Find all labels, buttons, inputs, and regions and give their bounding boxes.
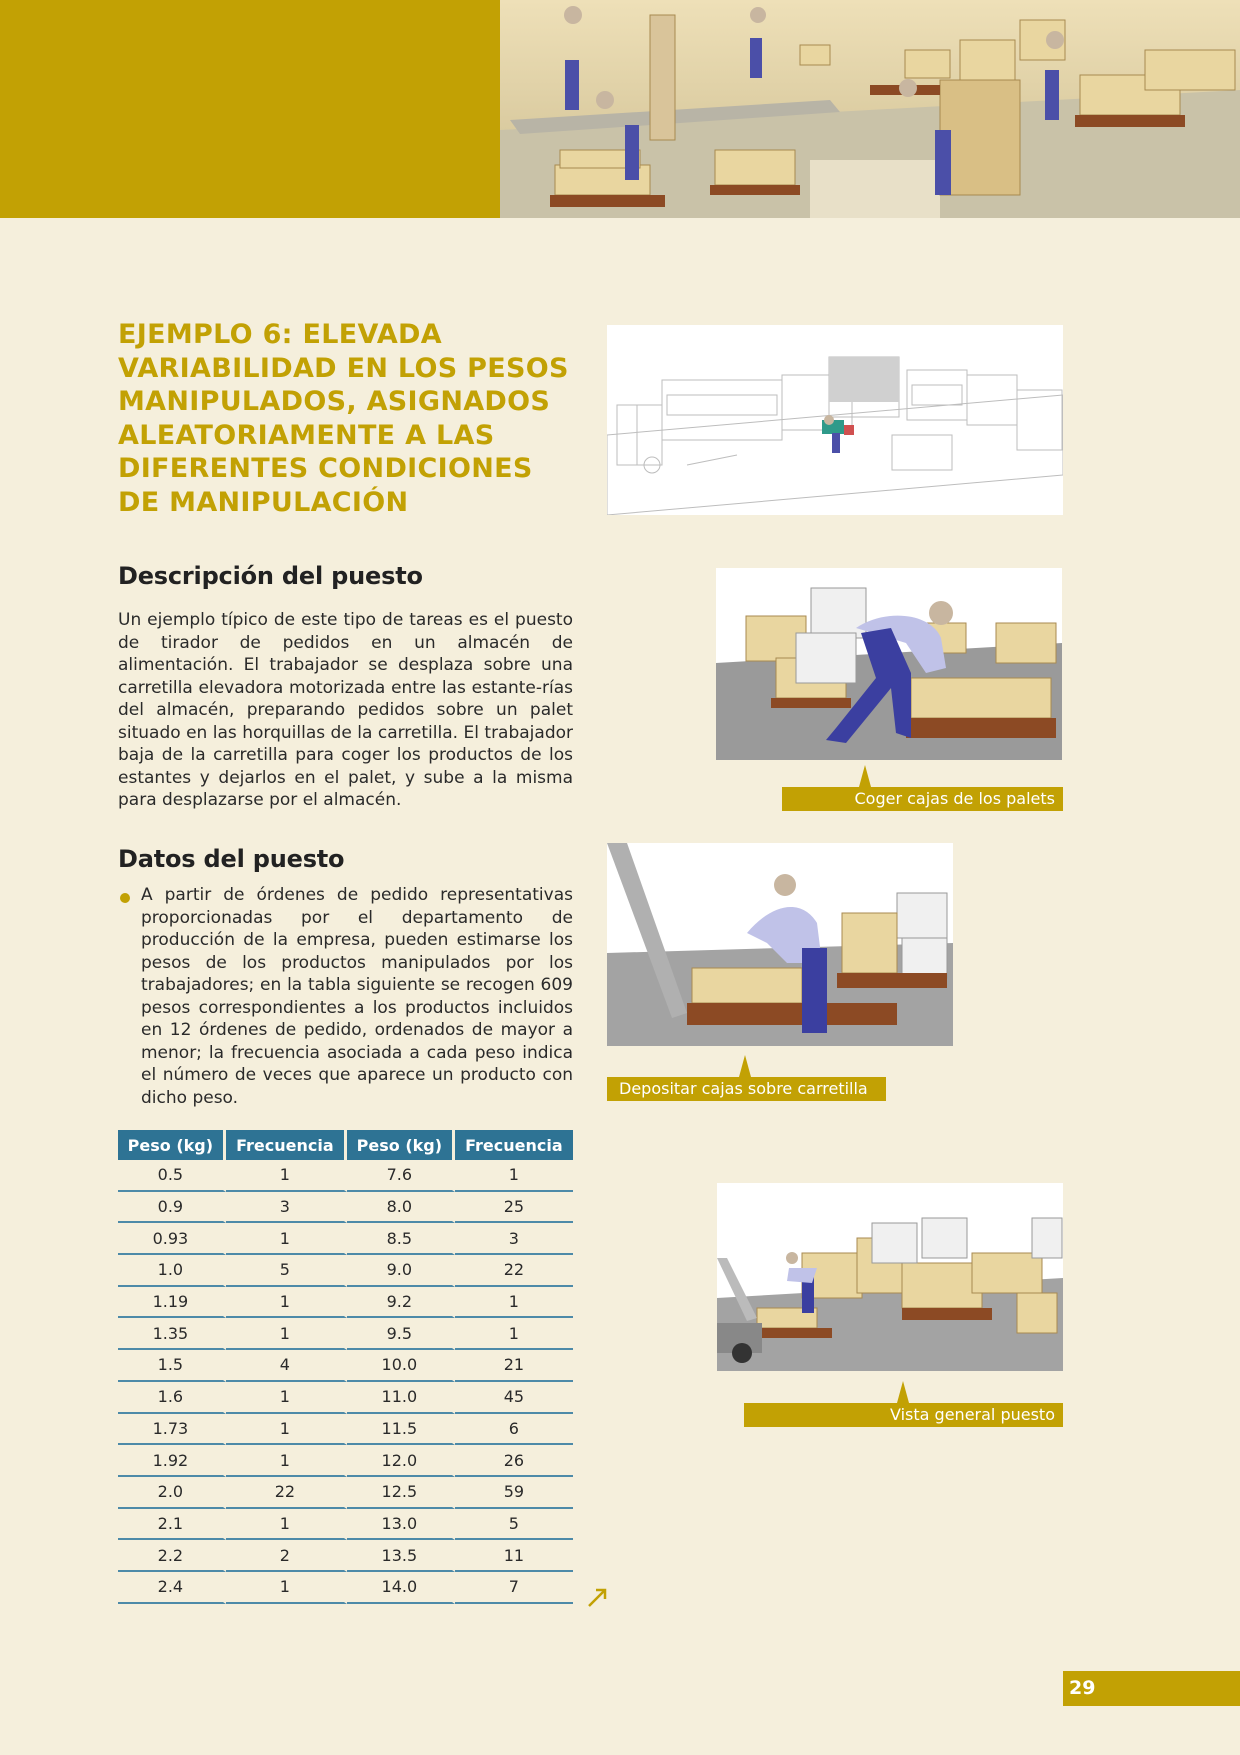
bullet-dot-icon xyxy=(120,893,130,903)
table-row xyxy=(118,1350,573,1382)
cell-frequency-2: 26 xyxy=(455,1445,573,1477)
data-heading: Datos del puesto xyxy=(118,845,345,873)
table-row xyxy=(118,1192,573,1224)
table-row xyxy=(118,1223,573,1255)
table-row xyxy=(118,1414,573,1446)
cell-frequency-1: 1 xyxy=(226,1572,347,1604)
cell-frequency-2: 1 xyxy=(455,1318,573,1350)
page-number: 29 xyxy=(1069,1677,1096,1699)
cell-frequency-1: 1 xyxy=(226,1509,347,1541)
cell-frequency-1: 5 xyxy=(226,1255,347,1287)
caption-picking-boxes: Coger cajas de los palets xyxy=(782,787,1063,811)
table-row xyxy=(118,1445,573,1477)
cell-weight-2: 12.0 xyxy=(347,1445,455,1477)
cell-frequency-2: 25 xyxy=(455,1192,573,1224)
description-heading: Descripción del puesto xyxy=(118,562,423,590)
weights-frequency-table xyxy=(118,1130,573,1604)
cell-frequency-2: 21 xyxy=(455,1350,573,1382)
table-row xyxy=(118,1318,573,1350)
cell-frequency-1: 1 xyxy=(226,1287,347,1319)
warehouse-wireframe-figure xyxy=(607,325,1063,515)
picking-boxes-figure xyxy=(716,568,1062,760)
cell-weight-1: 1.5 xyxy=(118,1350,226,1382)
table-header-row xyxy=(118,1130,573,1160)
cell-frequency-2: 6 xyxy=(455,1414,573,1446)
caption-pointer xyxy=(739,1055,751,1077)
cell-weight-1: 2.1 xyxy=(118,1509,226,1541)
cell-weight-1: 1.19 xyxy=(118,1287,226,1319)
description-paragraph: Un ejemplo típico de este tipo de tareas es el puesto de tirador de pedidos en un almacén de alimentación. El trabajador se desplaza sobre una carretilla elevadora motorizada entre las estante-rías del almacén, preparando pedidos sobre un palet situado en las horquillas de la carretilla. El trabajador baja de la carretilla para coger los productos de los estantes y dejarlos en el palet, y sube a la misma para desplazarse por el almacén. xyxy=(118,610,573,810)
cell-frequency-2: 22 xyxy=(455,1255,573,1287)
cell-weight-2: 8.0 xyxy=(347,1192,455,1224)
header-color-band xyxy=(0,0,500,218)
cell-weight-2: 13.5 xyxy=(347,1540,455,1572)
table-body xyxy=(118,1160,573,1604)
cell-frequency-1: 3 xyxy=(226,1192,347,1224)
caption-pointer xyxy=(859,765,871,787)
table-row xyxy=(118,1572,573,1604)
cell-weight-2: 13.0 xyxy=(347,1509,455,1541)
cell-frequency-2: 45 xyxy=(455,1382,573,1414)
cell-weight-2: 9.0 xyxy=(347,1255,455,1287)
caption-general-view: Vista general puesto xyxy=(744,1403,1063,1427)
cell-frequency-1: 1 xyxy=(226,1414,347,1446)
table-row xyxy=(118,1509,573,1541)
general-view-figure xyxy=(717,1183,1063,1371)
cell-weight-2: 8.5 xyxy=(347,1223,455,1255)
data-bullet-item xyxy=(118,884,573,1109)
cell-frequency-2: 1 xyxy=(455,1287,573,1319)
cell-frequency-1: 1 xyxy=(226,1318,347,1350)
cell-weight-1: 0.93 xyxy=(118,1223,226,1255)
cell-weight-1: 2.2 xyxy=(118,1540,226,1572)
cell-weight-1: 2.0 xyxy=(118,1477,226,1509)
table-row xyxy=(118,1287,573,1319)
cell-weight-2: 14.0 xyxy=(347,1572,455,1604)
table-row xyxy=(118,1382,573,1414)
cell-weight-1: 2.4 xyxy=(118,1572,226,1604)
cell-weight-2: 7.6 xyxy=(347,1160,455,1192)
cell-frequency-2: 1 xyxy=(455,1160,573,1192)
page-title: EJEMPLO 6: ELEVADA VARIABILIDAD EN LOS PESOS MANIPULADOS, ASIGNADOS ALEATORIAMENTE A LAS DIFERENTES CONDICIONES DE MANIPULACIÓN xyxy=(118,319,569,518)
cell-frequency-1: 1 xyxy=(226,1445,347,1477)
cell-frequency-2: 11 xyxy=(455,1540,573,1572)
header-weight-1: Peso (kg) xyxy=(118,1130,226,1160)
cell-frequency-2: 3 xyxy=(455,1223,573,1255)
cell-weight-2: 11.0 xyxy=(347,1382,455,1414)
page-number-band xyxy=(1063,1671,1240,1706)
cell-weight-1: 1.6 xyxy=(118,1382,226,1414)
table-row xyxy=(118,1477,573,1509)
cell-frequency-1: 22 xyxy=(226,1477,347,1509)
cell-frequency-2: 59 xyxy=(455,1477,573,1509)
table-row xyxy=(118,1255,573,1287)
depositing-boxes-figure xyxy=(607,843,953,1046)
header-warehouse-illustration xyxy=(500,0,1240,218)
cell-weight-1: 0.5 xyxy=(118,1160,226,1192)
cell-weight-1: 1.35 xyxy=(118,1318,226,1350)
arrow-up-right-icon xyxy=(586,1585,610,1613)
cell-weight-2: 11.5 xyxy=(347,1414,455,1446)
header-frequency-2: Frecuencia xyxy=(455,1130,573,1160)
cell-weight-2: 9.2 xyxy=(347,1287,455,1319)
cell-frequency-1: 1 xyxy=(226,1223,347,1255)
cell-frequency-2: 5 xyxy=(455,1509,573,1541)
cell-frequency-1: 4 xyxy=(226,1350,347,1382)
cell-frequency-1: 1 xyxy=(226,1382,347,1414)
cell-weight-1: 1.92 xyxy=(118,1445,226,1477)
cell-weight-1: 0.9 xyxy=(118,1192,226,1224)
caption-depositing-boxes: Depositar cajas sobre carretilla xyxy=(607,1077,886,1101)
cell-weight-2: 10.0 xyxy=(347,1350,455,1382)
cell-weight-2: 9.5 xyxy=(347,1318,455,1350)
header-frequency-1: Frecuencia xyxy=(226,1130,347,1160)
data-bullet-text: A partir de órdenes de pedido representativas proporcionadas por el departamento de producción de la empresa, pueden estimarse los pesos de los productos manipulados por los trabajadores; en la tabla siguiente se recogen 609 pesos correspondientes a los productos incluidos en 12 órdenes de pedido, ordenados de mayor a menor; la frecuencia asociada a cada peso indica el número de veces que aparece un producto con dicho peso. xyxy=(141,885,573,1108)
cell-weight-1: 1.73 xyxy=(118,1414,226,1446)
cell-weight-2: 12.5 xyxy=(347,1477,455,1509)
cell-weight-1: 1.0 xyxy=(118,1255,226,1287)
cell-frequency-1: 2 xyxy=(226,1540,347,1572)
caption-pointer xyxy=(897,1381,909,1403)
table-row xyxy=(118,1540,573,1572)
cell-frequency-1: 1 xyxy=(226,1160,347,1192)
cell-frequency-2: 7 xyxy=(455,1572,573,1604)
table-row xyxy=(118,1160,573,1192)
header-weight-2: Peso (kg) xyxy=(347,1130,455,1160)
